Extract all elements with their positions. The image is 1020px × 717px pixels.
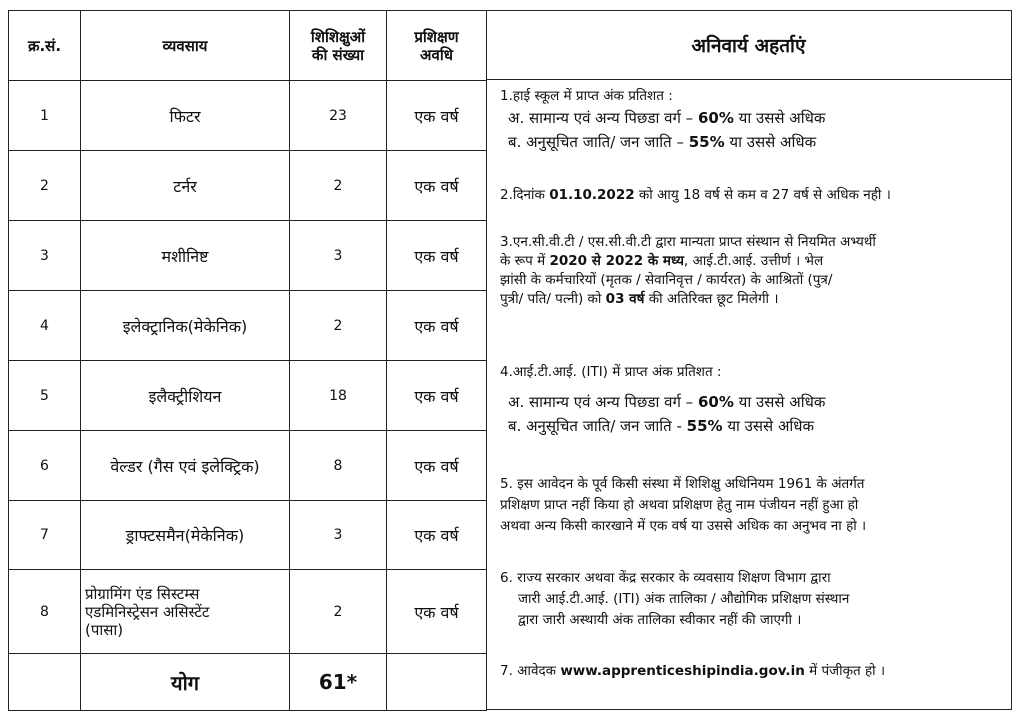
trade-cell: इलेक्ट्रानिक(मेकेनिक)	[81, 291, 290, 361]
table-row	[9, 570, 487, 654]
serial-cell: 6	[9, 431, 81, 501]
table-row	[9, 501, 487, 570]
requirement-4: 4.आई.टी.आई. (ITI) में प्राप्त अंक प्रतिशत : अ. सामान्य एवं अन्य पिछडा वर्ग – 60% या उससे अधिक ब. अनुसूचित जाति/ जन जाति - 55% या उससे अधिक	[500, 363, 825, 438]
duration-cell: एक वर्ष	[387, 431, 487, 501]
count-cell: 3	[290, 221, 387, 291]
trade-cell: फिटर	[81, 81, 290, 151]
table-row	[9, 431, 487, 501]
duration-cell: एक वर्ष	[387, 361, 487, 431]
total-count: 61*	[290, 654, 387, 711]
table-row	[9, 151, 487, 221]
count-cell: 23	[290, 81, 387, 151]
count-cell: 8	[290, 431, 387, 501]
serial-cell: 3	[9, 221, 81, 291]
table-row	[9, 361, 487, 431]
serial-cell: 2	[9, 151, 81, 221]
website-link: www.apprenticeshipindia.gov.in	[560, 663, 805, 679]
serial-cell: 7	[9, 501, 81, 570]
count-cell: 2	[290, 291, 387, 361]
count-cell: 2	[290, 151, 387, 221]
duration-cell: एक वर्ष	[387, 221, 487, 291]
duration-cell: एक वर्ष	[387, 291, 487, 361]
total-row	[9, 654, 487, 711]
recruitment-notice	[8, 10, 1014, 710]
count-cell: 2	[290, 570, 387, 654]
trade-header: व्यवसाय	[81, 11, 290, 81]
trade-cell: ड्राफ्टसमैन(मेकेनिक)	[81, 501, 290, 570]
duration-cell: एक वर्ष	[387, 151, 487, 221]
count-header: शिशिक्षुओं की संख्या	[290, 11, 387, 81]
requirements-heading: अनिवार्य अहर्ताएं	[486, 11, 1011, 80]
serial-header: क्र.सं.	[9, 11, 81, 81]
requirement-5: 5. इस आवेदन के पूर्व किसी संस्था में शिशिक्षु अधिनियम 1961 के अंतर्गत प्रशिक्षण प्राप्त नहीं किया हो अथवा प्रशिक्षण हेतु नाम पंजीयन नहीं हुआ हो अथवा अन्य किसी कारखाने में एक वर्ष या उससे अधिक का अनुभव ना हो ।	[500, 476, 867, 534]
duration-cell: एक वर्ष	[387, 501, 487, 570]
count-cell: 18	[290, 361, 387, 431]
trade-cell: वेल्डर (गैस एवं इलेक्ट्रिक)	[81, 431, 290, 501]
requirement-7: 7. आवेदक www.apprenticeshipindia.gov.in में पंजीकृत हो ।	[500, 663, 886, 679]
duration-cell: एक वर्ष	[387, 81, 487, 151]
requirement-4a: अ. सामान्य एवं अन्य पिछडा वर्ग – 60% या उससे अधिक	[508, 393, 826, 411]
trade-cell: मशीनिष्ट	[81, 221, 290, 291]
total-label: योग	[81, 654, 290, 711]
requirement-2: 2.दिनांक 01.10.2022 को आयु 18 वर्ष से कम व 27 वर्ष से अधिक नही ।	[500, 187, 891, 203]
table-row	[9, 221, 487, 291]
total-serial-cell	[9, 654, 81, 711]
serial-cell: 5	[9, 361, 81, 431]
requirements-panel	[486, 10, 1012, 710]
requirement-3: 3.एन.सी.वी.टी / एस.सी.वी.टी द्वारा मान्यता प्राप्त संस्थान से नियमित अभ्यर्थी के रूप में 2020 से 2022 के मध्य, आई.टी.आई. उत्तीर्ण । भेल झांसी के कर्मचारियों (मृतक / सेवानिवृत्त / कार्यरत) के आश्रितों (पुत्र/ पुत्री/ पति/ पत्नी) को 03 वर्ष की अतिरिक्त छूट मिलेगी ।	[500, 234, 876, 307]
requirement-1b: ब. अनुसूचित जाति/ जन जाति – 55% या उससे अधिक	[508, 133, 817, 151]
trades-table	[8, 10, 487, 711]
table-row	[9, 81, 487, 151]
duration-header: प्रशिक्षण अवधि	[387, 11, 487, 81]
trade-cell: इलैक्ट्रीशियन	[81, 361, 290, 431]
table-row	[9, 291, 487, 361]
requirement-1a: अ. सामान्य एवं अन्य पिछडा वर्ग – 60% या उससे अधिक	[508, 109, 826, 127]
trade-cell: प्रोग्रामिंग एंड सिस्टम्स एडमिनिस्ट्रेसन असिस्टेंट (पासा)	[81, 570, 290, 654]
duration-cell: एक वर्ष	[387, 570, 487, 654]
requirement-6: 6. राज्य सरकार अथवा केंद्र सरकार के व्यवसाय शिक्षण विभाग द्वारा जारी आई.टी.आई. (ITI) अंक तालिका / औद्योगिक प्रशिक्षण संस्थान द्वारा जारी अस्थायी अंक तालिका स्वीकार नहीं की जाएगी ।	[500, 570, 850, 628]
serial-cell: 1	[9, 81, 81, 151]
total-duration-cell	[387, 654, 487, 711]
table-header-row	[9, 11, 487, 81]
requirement-1: 1.हाई स्कूल में प्राप्त अंक प्रतिशत : अ. सामान्य एवं अन्य पिछडा वर्ग – 60% या उससे अधिक ब. अनुसूचित जाति/ जन जाति – 55% या उससे अधिक	[500, 87, 825, 154]
requirement-4b: ब. अनुसूचित जाति/ जन जाति - 55% या उससे अधिक	[508, 417, 815, 435]
serial-cell: 4	[9, 291, 81, 361]
serial-cell: 8	[9, 570, 81, 654]
count-cell: 3	[290, 501, 387, 570]
trade-cell: टर्नर	[81, 151, 290, 221]
